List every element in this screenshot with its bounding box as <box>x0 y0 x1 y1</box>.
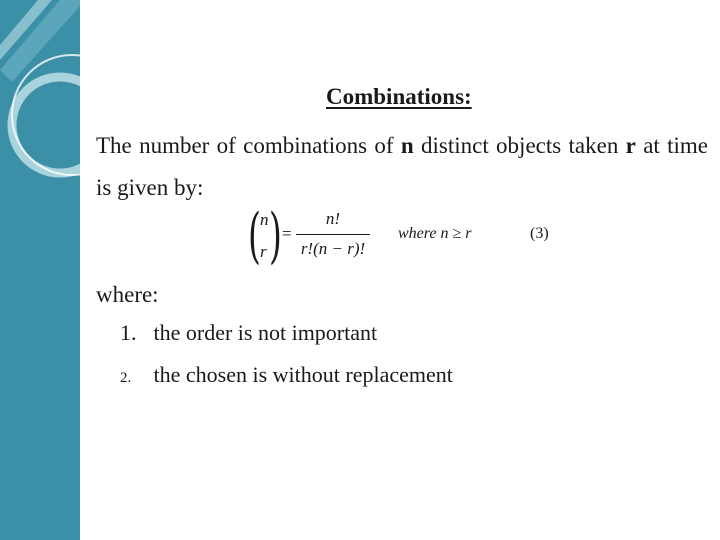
formula-condition: where n ≥ r <box>398 225 472 242</box>
fraction-bar <box>296 234 370 235</box>
list-item-text: the chosen is without replacement <box>153 362 453 387</box>
n-symbol: n <box>400 133 414 158</box>
r-symbol: r <box>625 133 636 158</box>
decorative-arcs-icon <box>0 0 80 540</box>
intro-paragraph <box>96 125 708 209</box>
equation-number: (3) <box>530 225 549 242</box>
list-item-number: 2. <box>120 370 132 386</box>
list-item <box>120 362 453 388</box>
fraction-denominator: r!(n − r)! <box>300 239 366 258</box>
binom-top: n <box>260 210 269 229</box>
intro-text-middle: distinct objects taken <box>421 133 619 158</box>
intro-text-end: at time is given by: <box>96 133 709 200</box>
side-decoration-band <box>0 0 80 540</box>
combination-formula <box>248 201 588 271</box>
intro-text-start: The number of combinations of <box>96 133 394 158</box>
binom-bottom: r <box>260 242 267 261</box>
list-item-number: 1. <box>120 320 137 345</box>
fraction-numerator: n! <box>325 209 341 228</box>
right-paren-icon: ) <box>269 201 282 271</box>
slide-title: Combinations: <box>326 84 472 109</box>
list-item <box>120 320 377 346</box>
equals-sign: = <box>282 224 292 243</box>
list-item-text: the order is not important <box>153 320 378 345</box>
where-label: where: <box>96 282 159 307</box>
left-paren-icon: ( <box>248 201 261 271</box>
